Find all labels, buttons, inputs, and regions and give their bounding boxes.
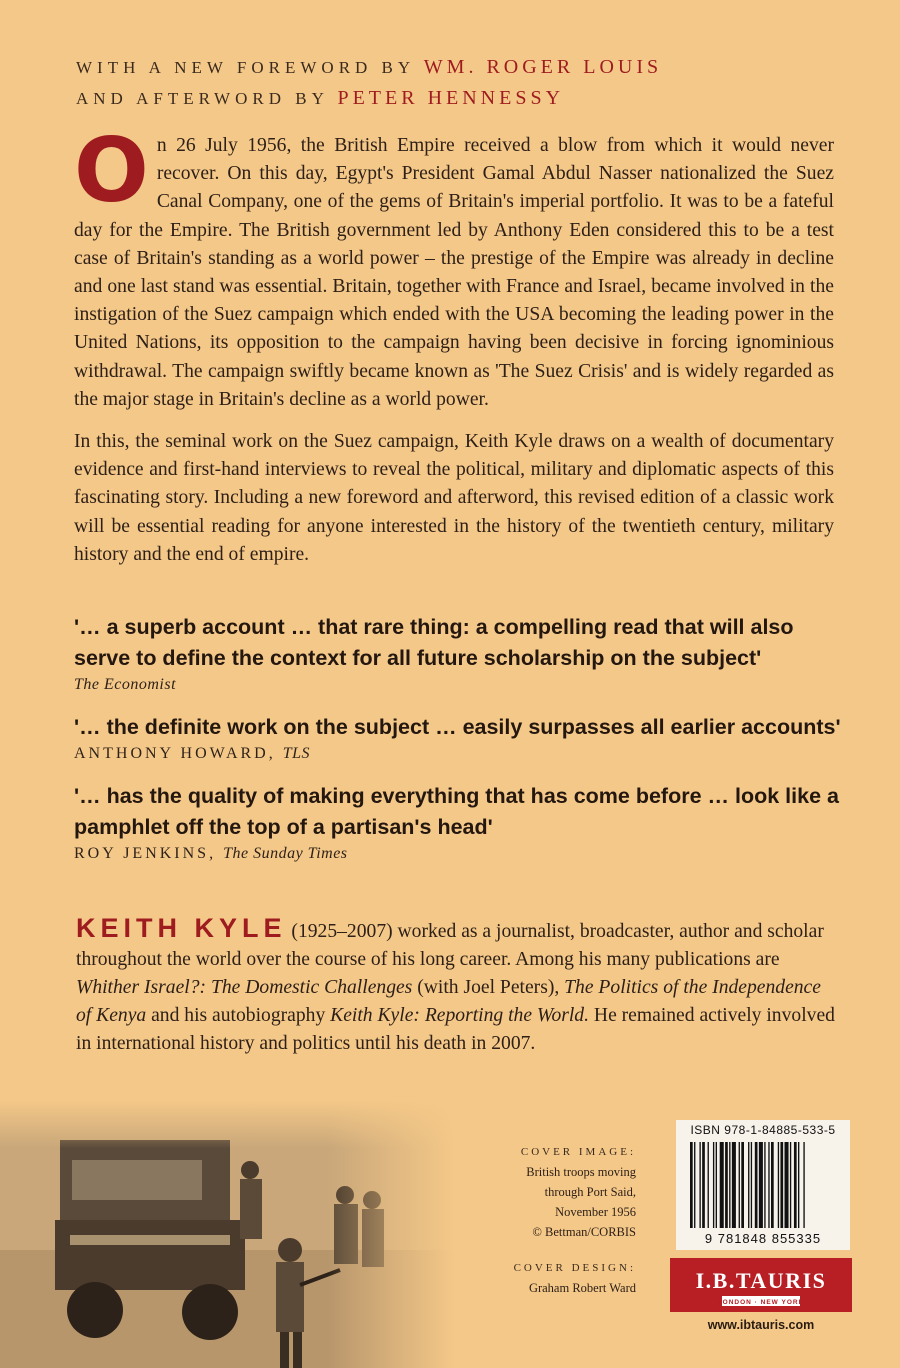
barcode-bar [690, 1142, 693, 1228]
barcode-bar [751, 1142, 752, 1228]
troops-photo-image [0, 1100, 455, 1368]
author-bio: KEITH KYLE (1925–2007) worked as a journalist, broadcaster, author and scholar throughout the world over the course of his long career. Among his many publications are Whither Israel?: The Domestic Challenges (with Joel Peters), The Politics of the Independence of Kenya and his autobiography Keith Kyle: Reporting the World. He remained actively involved in international history and politics until his death in 2007. [76, 913, 835, 1054]
foreword-credit: WITH A NEW FOREWORD BY WM. ROGER LOUIS [76, 56, 663, 78]
cover-photo [0, 1100, 455, 1368]
barcode-bar [713, 1142, 714, 1228]
quote-source: The Economist [74, 676, 177, 693]
barcode-bar [732, 1142, 736, 1228]
barcode-bar [771, 1142, 774, 1228]
barcode-bar [729, 1142, 730, 1228]
isbn-label: ISBN 978-1-84885-533-5 [690, 1123, 836, 1137]
afterword-author: PETER HENNESSY [337, 87, 565, 109]
afterword-credit: AND AFTERWORD BY PETER HENNESSY [76, 87, 565, 109]
barcode-bar [798, 1142, 799, 1228]
publisher-name: I.B.TAURIS [695, 1268, 827, 1293]
cover-design-credit: COVER DESIGN: Graham Robert Ward [513, 1262, 636, 1295]
review-quote [74, 712, 854, 765]
barcode-bar [702, 1142, 705, 1228]
review-quote [74, 781, 854, 865]
barcode-bar [780, 1142, 783, 1228]
barcode-bar [694, 1142, 695, 1228]
barcode-bars [690, 1142, 838, 1228]
author-name: KEITH KYLE [76, 913, 287, 943]
quote-source: ANTHONY HOWARD, TLS [74, 745, 311, 762]
ean-digits: 9 781848 855335 [704, 1231, 822, 1246]
cover-credits [470, 1142, 636, 1314]
quote-source: ROY JENKINS, The Sunday Times [74, 845, 348, 862]
barcode-bar [699, 1142, 700, 1228]
barcode-bar [785, 1142, 789, 1228]
quote-text: '… a superb account … that rare thing: a compelling read that will also serve to define the context for all future scholarship on the subject' [74, 615, 794, 670]
edition-credits [76, 52, 836, 114]
barcode-bar [708, 1142, 709, 1228]
review-quotes [74, 612, 854, 881]
publisher-logo [670, 1258, 852, 1312]
book-blurb [74, 119, 834, 583]
barcode-bar [720, 1142, 724, 1228]
review-quote [74, 612, 854, 696]
cover-image-credit: COVER IMAGE: British troops moving through Port Said, November 1956 © Bettman/CORBIS [520, 1146, 636, 1239]
barcode-bar [716, 1142, 717, 1228]
quote-text: '… has the quality of making everything that has come before … look like a pamphlet off the top of a partisan's head' [74, 784, 839, 839]
publisher-url[interactable]: www.ibtauris.com [707, 1318, 815, 1332]
isbn-barcode [676, 1120, 850, 1250]
barcode-bar [790, 1142, 791, 1228]
barcode-bar [739, 1142, 740, 1228]
blurb-paragraph-1: On 26 July 1956, the British Empire received a blow from which it would never recover. On this day, Egypt's President Gamal Abdul Nasser nationalized the Suez Canal Company, one of the gems of Britain's imperial portfolio. It was to be a fateful day for the Empire. The British government led by Anthony Eden considered this to be a test case of Britain's standing as a world power – the prestige of the Empire was already in decline and one last stand was essential. Britain, together with France and Israel, became involved in the instigation of the Suez campaign which ended with the USA becoming the leading power in the United Nations, its opposition to the campaign having been decisive in forcing ignominious withdrawal. The campaign swiftly became known as 'The Suez Crisis' and is widely regarded as the major stage in Britain's decline as a world power. [74, 119, 834, 410]
barcode-bar [778, 1142, 779, 1228]
barcode-bar [755, 1142, 758, 1228]
blurb-paragraph-2: In this, the seminal work on the Suez campaign, Keith Kyle draws on a wealth of documentary evidence and first-hand interviews to reveal the political, military and diplomatic aspects of this fascinating story. Including a new foreword and afterword, this revised edition of a classic work will be essential reading for anyone interested in the history of the twentieth century, military history and the end of empire. [74, 431, 834, 565]
barcode-bar [768, 1142, 769, 1228]
drop-cap: O [74, 119, 149, 222]
barcode-bar [764, 1142, 765, 1228]
foreword-author: WM. ROGER LOUIS [423, 56, 663, 78]
barcode-bar [741, 1142, 744, 1228]
barcode-bar [803, 1142, 804, 1228]
barcode-bar [748, 1142, 749, 1228]
barcode-bar [794, 1142, 797, 1228]
barcode-bar [759, 1142, 763, 1228]
barcode-bar [725, 1142, 728, 1228]
publisher-cities: LONDON · NEW YORK [717, 1299, 805, 1306]
quote-text: '… the definite work on the subject … easily surpasses all earlier accounts' [74, 715, 841, 739]
